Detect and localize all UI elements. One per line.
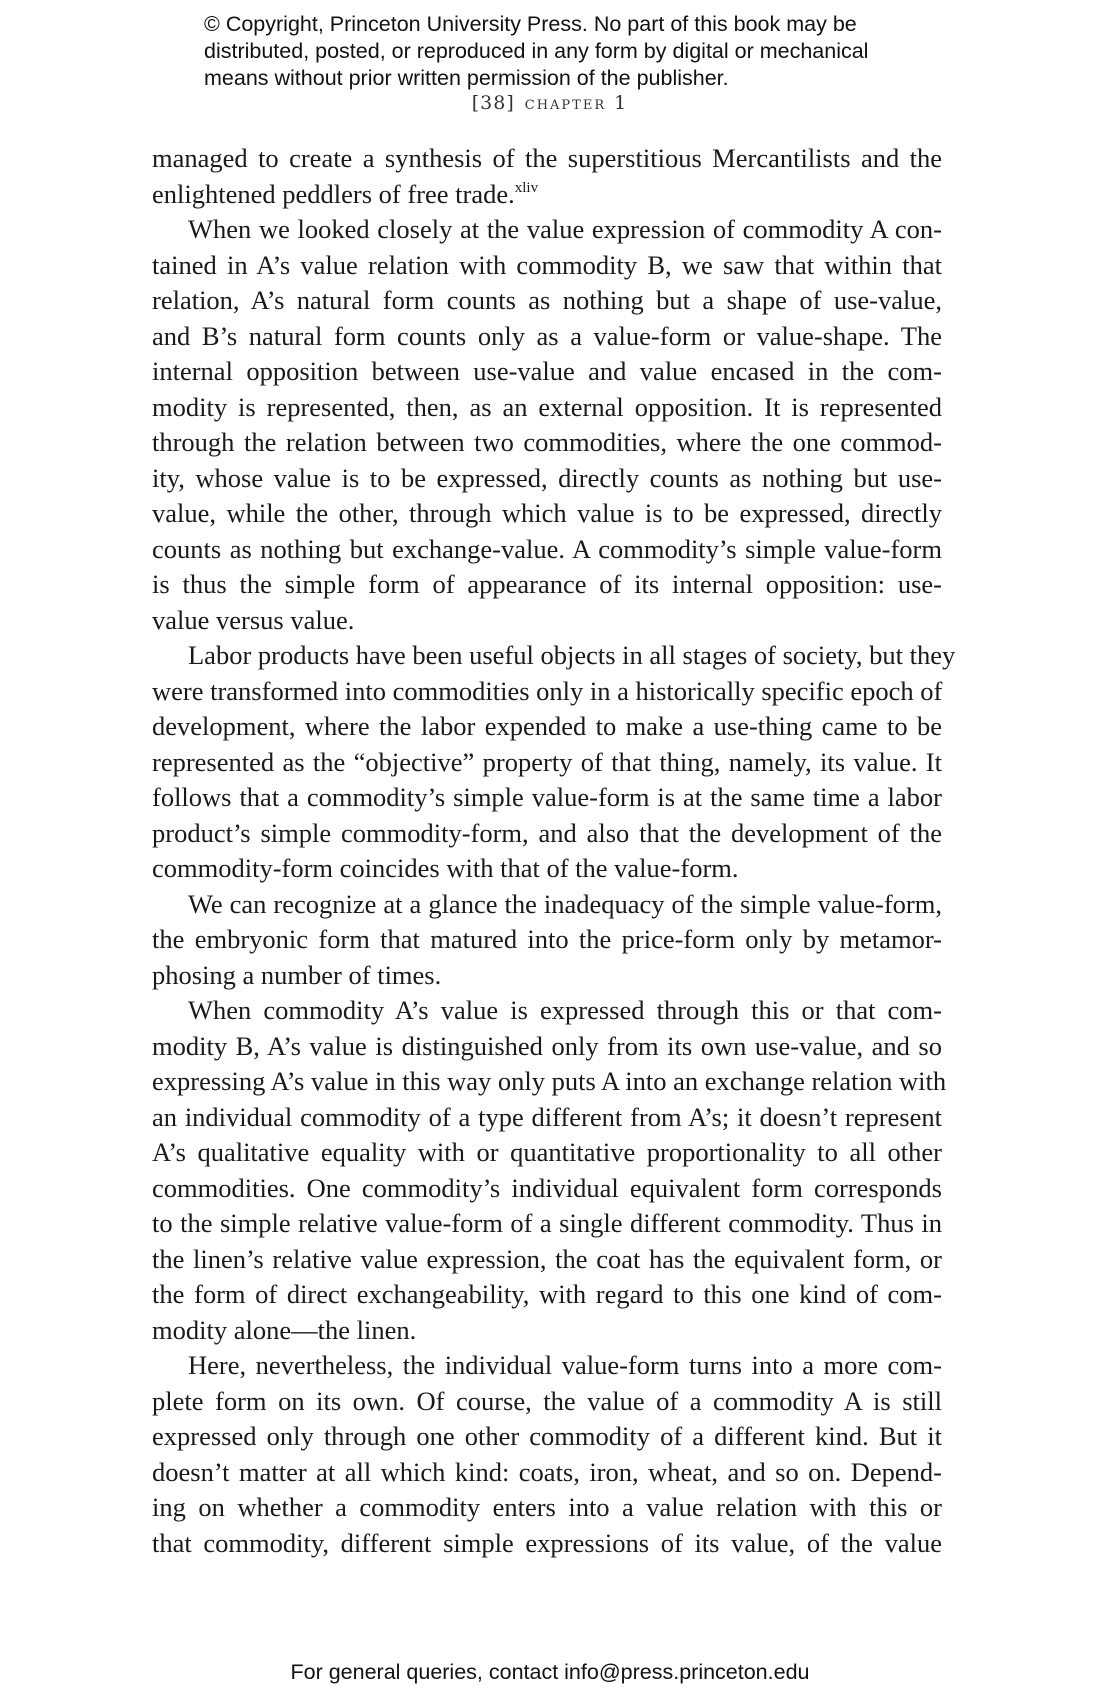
- text-line: Labor products have been useful objects in all stages of society, but they: [188, 640, 956, 670]
- copyright-line: distributed, posted, or reproduced in any form by digital or mechanical: [204, 39, 869, 63]
- paragraph: [152, 141, 942, 212]
- text-line: represented as the “objective” property of that thing, namely, its value. It: [152, 746, 942, 777]
- paragraph: [152, 1348, 942, 1561]
- text-line: expressing A’s value in this way only puts A into an exchange relation with: [152, 1066, 947, 1096]
- text-line: phosing a number of times.: [152, 959, 442, 990]
- text-line: relation, A’s natural form counts as nothing but a shape of use-value,: [152, 285, 942, 315]
- text-line: is thus the simple form of appearance of its internal opposition: use-: [152, 569, 942, 599]
- chapter-label: chapter 1: [524, 92, 629, 114]
- text-line: to the simple relative value-form of a single different commodity. Thus in: [152, 1208, 942, 1238]
- page-number: [38]: [471, 92, 515, 114]
- text-line: We can recognize at a glance the inadequacy of the simple value-form,: [188, 888, 942, 919]
- text-line: counts as nothing but exchange-value. A commodity’s simple value-form: [152, 533, 942, 564]
- text-line: commodities. One commodity’s individual equivalent form corresponds: [152, 1172, 942, 1203]
- text-line: When we looked closely at the value expression of commodity A con-: [188, 214, 942, 244]
- text-line: A’s qualitative equality with or quantitative proportionality to all other: [152, 1137, 942, 1167]
- text-line: value versus value.: [152, 604, 355, 635]
- body-text: [152, 141, 956, 1561]
- text-line: ity, whose value is to be expressed, directly counts as nothing but use-: [152, 462, 942, 493]
- text-line: the linen’s relative value expression, the coat has the equivalent form, or: [152, 1243, 942, 1274]
- text-line: ing on whether a commodity enters into a value relation with this or: [152, 1492, 942, 1522]
- text-line: an individual commodity of a type different from A’s; it doesn’t represent: [152, 1101, 942, 1132]
- paragraph: [152, 212, 942, 638]
- text-line: development, where the labor expended to make a use-thing came to be: [152, 711, 942, 741]
- text-line: modity is represented, then, as an external opposition. It is represented: [152, 391, 942, 422]
- text-line: managed to create a synthesis of the superstitious Mercantilists and the: [152, 143, 942, 173]
- text-line: tained in A’s value relation with commodity B, we saw that within that: [152, 249, 942, 280]
- text-line: commodity-form coincides with that of the value-form.: [152, 853, 739, 883]
- text-line: enlightened peddlers of free trade.$^{xliv}$: [152, 178, 539, 209]
- text-line: and B’s natural form counts only as a value-form or value-shape. The: [152, 320, 942, 351]
- text-line: the embryonic form that matured into the price-form only by metamor-: [152, 924, 942, 954]
- paragraph: [152, 638, 956, 887]
- text-line: through the relation between two commodities, where the one commod-: [152, 427, 942, 457]
- endnote-marker[interactable]: xliv: [514, 179, 539, 196]
- text-line: that commodity, different simple expressions of its value, of the value: [152, 1527, 942, 1558]
- copyright-line: means without prior written permission of the publisher.: [204, 66, 729, 90]
- text-line: follows that a commodity’s simple value-form is at the same time a labor: [152, 782, 942, 812]
- paragraph: [152, 887, 942, 994]
- text-line: modity B, A’s value is distinguished only from its own use-value, and so: [152, 1030, 942, 1061]
- text-line: were transformed into commodities only in a historically specific epoch of: [152, 675, 943, 706]
- copyright-notice: [204, 11, 924, 92]
- text-line: doesn’t matter at all which kind: coats, iron, wheat, and so on. Depend-: [152, 1456, 942, 1487]
- text-line: product’s simple commodity-form, and also that the development of the: [152, 817, 942, 848]
- text-line: value, while the other, through which value is to be expressed, directly: [152, 498, 942, 528]
- text-line: the form of direct exchangeability, with regard to this one kind of com-: [152, 1279, 942, 1309]
- copyright-line: © Copyright, Princeton University Press. No part of this book may be: [204, 12, 857, 36]
- text-line: When commodity A’s value is expressed through this or that com-: [188, 995, 942, 1025]
- paragraph: [152, 993, 947, 1348]
- text-line: Here, nevertheless, the individual value-form turns into a more com-: [188, 1350, 942, 1380]
- text-line: plete form on its own. Of course, the value of a commodity A is still: [152, 1385, 942, 1416]
- text-line: internal opposition between use-value and value encased in the com-: [152, 356, 942, 386]
- footer-contact: For general queries, contact info@press.princeton.edu: [290, 1660, 810, 1684]
- text-line: modity alone—the linen.: [152, 1314, 417, 1345]
- text-line: expressed only through one other commodity of a different kind. But it: [152, 1421, 942, 1451]
- running-head: [0, 92, 1100, 114]
